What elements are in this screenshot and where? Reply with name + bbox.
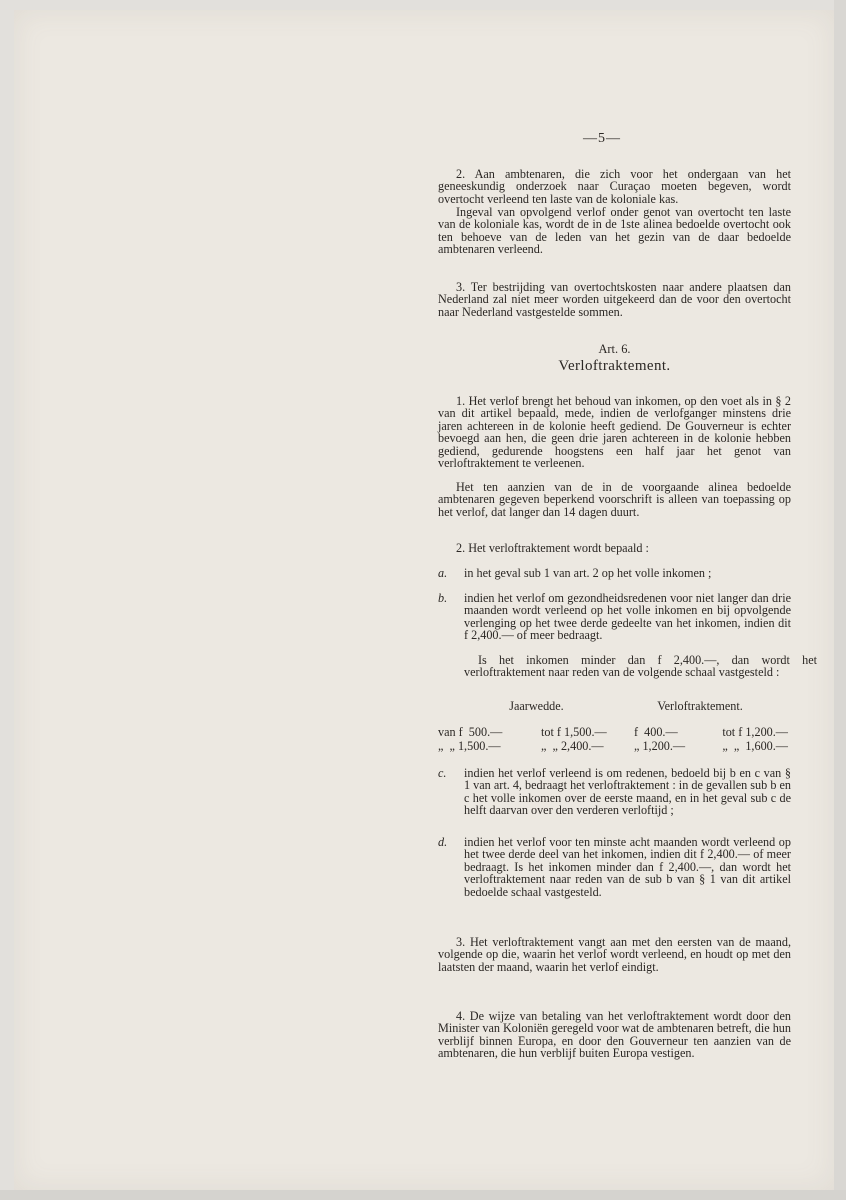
table-row bbox=[438, 740, 791, 752]
item-a bbox=[438, 567, 791, 579]
item-d-letter: d. bbox=[438, 835, 448, 849]
item-a-text: in het geval sub 1 van art. 2 op het volle inkomen ; bbox=[464, 566, 712, 580]
item-b-subparagraph: Is het inkomen minder dan f 2,400.—, dan wordt het verloftraktement naar reden van de volgende schaal vastgesteld : bbox=[464, 653, 817, 680]
cell-to: „ „ 2,400.— bbox=[541, 739, 604, 754]
item-b bbox=[438, 592, 791, 642]
header-verloftraktement: Verloftraktement. bbox=[657, 699, 743, 713]
item-a-letter: a. bbox=[438, 566, 448, 580]
sec2-paragraph-2: Ingeval van opvolgend verlof onder genot van overtocht ten laste van de koloniale kas, wordt de in de 1ste alinea bedoelde overtocht ook ten behoeve van de leden van het gezin van de daar bedoelde ambtenaren verleend. bbox=[438, 205, 791, 257]
item-b-text: indien het verlof om gezondheidsredenen voor niet langer dan drie maanden wordt verleend op het volle inkomen en bij opvolgende verlenging op het twee derde gedeelte van het inkomen, indien dit f 2,400.— of meer bedraagt. bbox=[464, 591, 791, 643]
item-d bbox=[438, 836, 791, 898]
article-title: Verloftraktement. bbox=[558, 358, 671, 374]
item-d-text: indien het verlof voor ten minste acht maanden wordt verleend op het twee derde deel van het inkomen, indien dit f 2,400.— of meer bedraagt. Is het inkomen minder dan f 2,400.—, dan wordt het verloftraktement naar reden van de sub b van § 1 van dit artikel bedoelde schaal vastgesteld. bbox=[464, 835, 791, 899]
art6-3-paragraph: 3. Het verloftraktement vangt aan met den eersten van de maand, volgende op die, waarin het verlof wordt verleend, en houdt op met den laatsten der maand, waarin het verlof eindigt. bbox=[438, 935, 791, 974]
article-number: Art. 6. bbox=[598, 342, 631, 356]
art6-1-paragraph-1: 1. Het verlof brengt het behoud van inkomen, op den voet als in § 2 van dit artikel bepaald, mede, indien de verlofganger minstens drie jaren achtereen in de kolonie heeft gediend. De Gouverneur is echter bevoegd aan hen, die geen drie jaren achtereen in de kolonie hebben gediend, gedurende hoogstens een half jaar het genot van verloftraktement te verleenen. bbox=[438, 394, 791, 471]
cell-allowance-from: „ 1,200.— bbox=[634, 739, 686, 754]
art6-1-paragraph-2: Het ten aanzien van de in de voorgaande alinea bedoelde ambtenaren gegeven beperkend voorschrift is alleen van toepassing op het verlof, dat langer dan 14 dagen duurt. bbox=[438, 480, 791, 519]
art6-4-paragraph: 4. De wijze van betaling van het verloftraktement wordt door den Minister van Koloniën geregeld voor wat de ambtenaren betreft, die hun verblijf binnen Europa, en door den Gouverneur ten aanzien van de ambtenaren, die hun verblijf buiten Europa vestigen. bbox=[438, 1009, 791, 1061]
table-row bbox=[438, 726, 791, 738]
page-number: —5— bbox=[583, 131, 621, 146]
cell-from: „ „ 1,500.— bbox=[438, 739, 501, 754]
cell-from: van f 500.— bbox=[438, 725, 503, 739]
item-c-text: indien het verlof verleend is om redenen, bedoeld bij b en c van § 1 van art. 4, bedraagt het verloftraktement : in de gevallen sub b en c het volle inkomen over de eerste maand, en in het geval sub c de helft daarvan over den verderen verloftijd ; bbox=[464, 766, 791, 818]
cell-to: tot f 1,500.— bbox=[541, 725, 607, 739]
scan-edge-bottom bbox=[0, 1190, 846, 1200]
scan-edge-right bbox=[834, 0, 846, 1200]
item-c-letter: c. bbox=[438, 766, 447, 780]
header-jaarwedde: Jaarwedde. bbox=[509, 699, 564, 713]
cell-allowance-to: tot f 1,200.— bbox=[722, 725, 788, 739]
item-c bbox=[438, 767, 791, 817]
sec2-paragraph-1: 2. Aan ambtenaren, die zich voor het ondergaan van het geneeskundig onderzoek naar Curaçao moeten begeven, wordt overtocht verleend ten laste van de koloniale kas. bbox=[438, 167, 791, 206]
item-b-letter: b. bbox=[438, 591, 448, 605]
art6-2-intro: 2. Het verloftraktement wordt bepaald : bbox=[456, 541, 649, 555]
scale-table bbox=[438, 726, 791, 753]
cell-allowance-to: „ „ 1,600.— bbox=[722, 739, 788, 754]
scale-table-header bbox=[438, 700, 817, 712]
sec3-paragraph: 3. Ter bestrijding van overtochtskosten naar andere plaatsen dan Nederland zal niet meer worden uitgekeerd dan de voor den overtocht naar Nederland vastgestelde sommen. bbox=[438, 280, 791, 319]
cell-allowance-from: f 400.— bbox=[634, 725, 678, 739]
